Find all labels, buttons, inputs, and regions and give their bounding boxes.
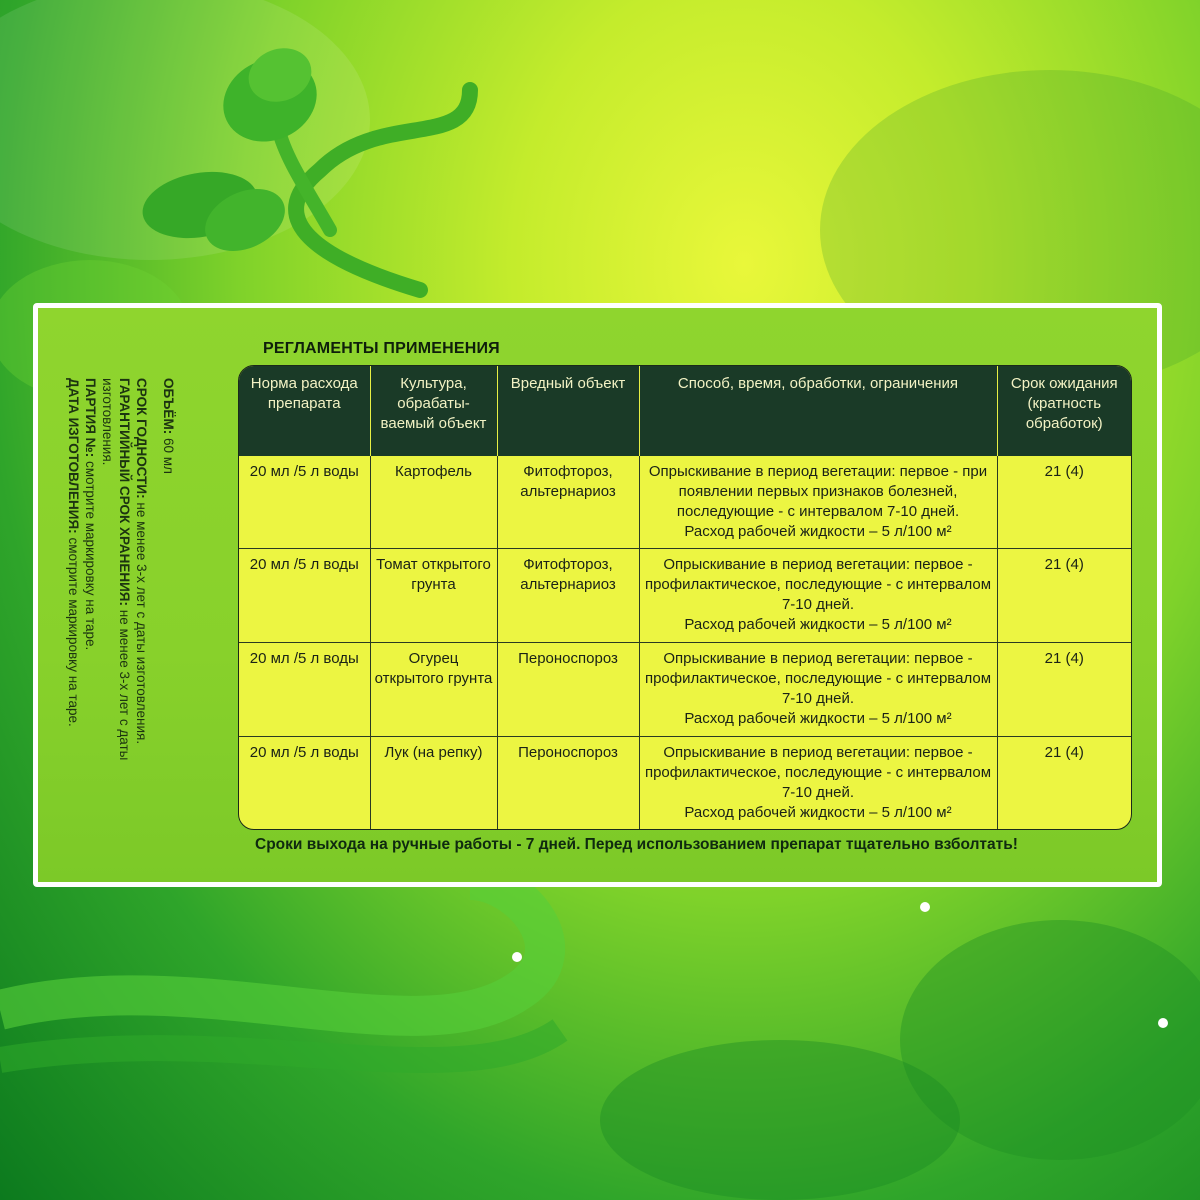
cell-method xyxy=(639,642,997,736)
method-text: Опрыскивание в период вегетации: первое - при появлении первых признаков болезней, последующие - с интервалом 7-10 дней. xyxy=(648,463,988,520)
method-text: Опрыскивание в период вегетации: первое - профилактическое, последующие - с интервалом 7-10 дней. xyxy=(644,649,992,707)
consumption-text: Расход рабочей жидкости – 5 л/100 м² xyxy=(684,803,952,821)
shelf-life-line xyxy=(133,378,150,818)
batch-label: ПАРТИЯ №: xyxy=(83,378,98,458)
storage-label: ГАРАНТИЙНЫЙ СРОК ХРАНЕНИЯ: xyxy=(117,378,132,606)
header-pest: Вредный объект xyxy=(497,366,639,456)
cell-rate: 20 мл /5 л воды xyxy=(239,642,370,736)
cell-crop: Лук (на репку) xyxy=(370,736,497,829)
cell-crop: Томат открытого грунта xyxy=(370,549,497,643)
cell-rate: 20 мл /5 л воды xyxy=(239,549,370,643)
table-row xyxy=(239,736,1131,829)
sparkle xyxy=(512,952,522,962)
cell-method xyxy=(639,549,997,643)
shelf-life-label: СРОК ГОДНОСТИ: xyxy=(134,378,149,499)
table-row xyxy=(239,642,1131,736)
cell-crop: Картофель xyxy=(370,456,497,549)
cell-pest: Пероноспороз xyxy=(497,736,639,829)
batch-line xyxy=(82,378,99,818)
date-value: смотрите маркировку на таре. xyxy=(66,537,81,727)
method-text: Опрыскивание в период вегетации: первое - профилактическое, последующие - с интервалом 7-10 дней. xyxy=(644,556,992,614)
table-row xyxy=(239,549,1131,643)
table-row xyxy=(239,456,1131,549)
cell-crop: Огурец открытого грунта xyxy=(370,642,497,736)
consumption-text: Расход рабочей жидкости – 5 л/100 м² xyxy=(684,523,952,540)
method-text: Опрыскивание в период вегетации: первое - профилактическое, последующие - с интервалом 7-10 дней. xyxy=(644,743,992,801)
cell-pest: Пероноспороз xyxy=(497,642,639,736)
cell-rate: 20 мл /5 л воды xyxy=(239,456,370,549)
header-rate: Норма расхода препарата xyxy=(239,366,370,456)
cell-rate: 20 мл /5 л воды xyxy=(239,736,370,829)
header-crop: Культура, обрабаты-ваемый объект xyxy=(370,366,497,456)
cell-wait: 21 (4) xyxy=(997,456,1131,549)
cell-pest: Фитофтороз, альтернариоз xyxy=(497,549,639,643)
cell-method xyxy=(639,736,997,829)
date-label: ДАТА ИЗГОТОВЛЕНИЯ: xyxy=(66,378,81,534)
batch-value: смотрите маркировку на таре. xyxy=(83,461,98,651)
side-info xyxy=(52,378,177,818)
cell-pest: Фитофтороз, альтернариоз xyxy=(497,456,639,549)
volume-line xyxy=(160,378,177,818)
storage-line xyxy=(99,378,133,818)
usage-table xyxy=(238,365,1132,830)
volume-value: 60 мл xyxy=(161,437,176,474)
sparkle xyxy=(920,902,930,912)
consumption-text: Расход рабочей жидкости – 5 л/100 м² xyxy=(684,709,952,727)
cell-wait: 21 (4) xyxy=(1044,743,1084,761)
shelf-life-value: не менее 3-х лет с даты изготовления. xyxy=(134,502,149,745)
sparkle xyxy=(1158,1018,1168,1028)
footer-note: Сроки выхода на ручные работы - 7 дней. Перед использованием препарат тщательно взболтать! xyxy=(255,836,1018,853)
consumption-text: Расход рабочей жидкости – 5 л/100 м² xyxy=(684,616,952,634)
cell-wait: 21 (4) xyxy=(997,549,1131,643)
cell-wait: 21 (4) xyxy=(997,642,1131,736)
header-method: Способ, время, обработки, ограничения xyxy=(639,366,997,456)
section-title: РЕГЛАМЕНТЫ ПРИМЕНЕНИЯ xyxy=(263,340,500,357)
table-header-row xyxy=(239,366,1131,456)
date-line xyxy=(65,378,82,818)
cell-method xyxy=(639,456,997,549)
volume-label: ОБЪЁМ: xyxy=(161,378,176,435)
storage-value: не менее 3-х лет с даты изготовления. xyxy=(100,378,132,761)
header-wait: Срок ожидания (кратность обработок) xyxy=(997,366,1131,456)
